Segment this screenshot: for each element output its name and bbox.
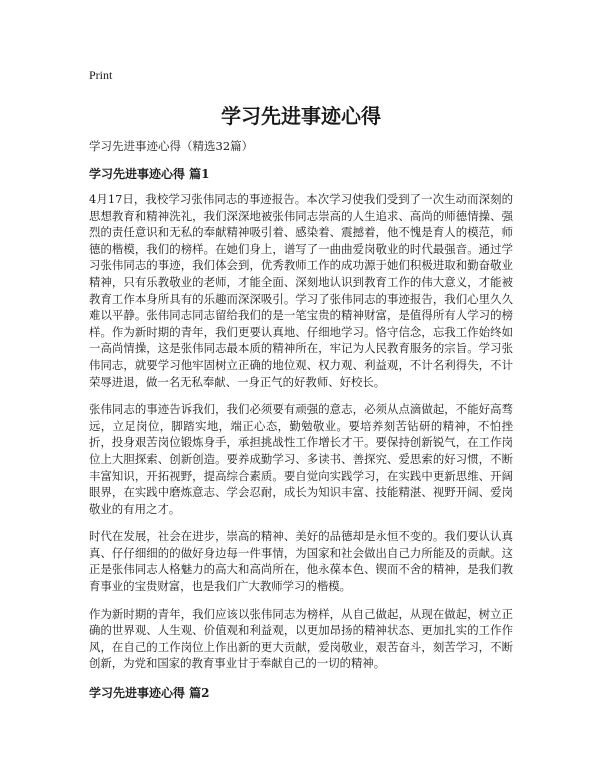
paragraph: 张伟同志的事迹告诉我们，我们必须要有顽强的意志，必须从点滴做起，不能好高骛远，立足岗位，脚踏实地，端正心态，勤勉敬业。要培养刻苦钻研的精神，不怕挫折，投身艰苦岗位锻炼身手，承担挑战性工作增长才干。要保持创新锐气，在工作岗位上大胆探索、创新创造。要养成勤学习、多读书、善探究、爱思索的好习惯，不断丰富知识，开拓视野，提高综合素质。要自觉向实践学习，在实践中更新思维、开阔眼界，在实践中磨炼意志、学会忍耐，成长为知识丰富、技能精湛、视野开阔、爱岗敬业的有用之才。	[89, 402, 513, 516]
section-heading: 学习先进事迹心得 篇2	[89, 686, 210, 701]
paragraph: 作为新时期的青年，我们应该以张伟同志为榜样，从自己做起，从现在做起，树立正确的世界观、人生观、价值观和利益观，以更加昂扬的精神状态、更加扎实的工作作风，在自己的工作岗位上作出新的更大贡献，爱岗敬业，艰苦奋斗，刻苦学习，不断创新，为党和国家的教育事业甘于奉献自己的一切的精神。	[89, 606, 513, 671]
section-2	[89, 685, 513, 701]
document-subtitle: 学习先进事迹心得（精选32篇）	[89, 139, 254, 153]
print-label[interactable]: Print	[89, 68, 113, 82]
document-page	[89, 68, 513, 710]
section-1	[89, 166, 513, 672]
page-title: 学习先进事迹心得	[221, 104, 381, 128]
paragraph: 时代在发展，社会在进步，崇高的精神、美好的品德却是永恒不变的。我们要认认真真、仔仔细细的的做好身边每一件事情，为国家和社会做出自己力所能及的贡献。这正是张伟同志人格魅力的高大和高尚所在，他永葆本色、锲而不舍的精神，是我们教育事业的宝贵财富，也是我们广大教师学习的楷模。	[89, 529, 513, 594]
section-heading: 学习先进事迹心得 篇1	[89, 167, 210, 181]
paragraph: 4月17日，我校学习张伟同志的事迹报告。本次学习使我们受到了一次生动而深刻的思想教育和精神洗礼，我们深深地被张伟同志崇高的人生追求、高尚的师德情操、强烈的责任意识和无私的奉献精神吸引着、感染着、震撼着，他不愧是育人的模范，师德的楷模，我们的榜样。在她们身上，谱写了一曲曲爱岗敬业的时代最强音。通过学习张伟同志的事迹，我们体会到，优秀教师工作的成功源于她们积极进取和勤奋敬业精神，只有乐教敬业的老师，才能全面、深刻地认识到教育工作的伟大意义，才能被教育工作本身所具有的乐趣而深深吸引。学习了张伟同志的事迹报告，我们心里久久难以平静。张伟同志同志留给我们的是一笔宝贵的精神财富，是值得所有人学习的榜样。作为新时期的青年，我们更要认真地、仔细地学习。恪守信念，忘我工作始终如一高尚情操，这是张伟同志最本质的精神所在，牢记为人民教育服务的宗旨。学习张伟同志，就要学习他牢固树立正确的地位观、权力观、利益观，不计名利得失，不计荣辱进退，做一名无私奉献、一身正气的好教师、好校长。	[89, 192, 513, 389]
